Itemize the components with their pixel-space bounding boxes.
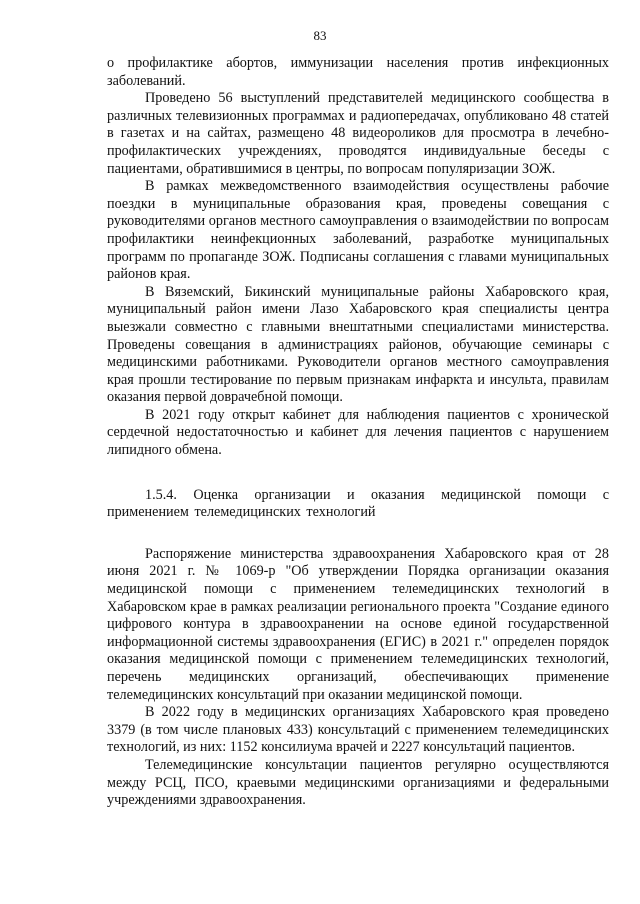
paragraph-media-outreach: Проведено 56 выступлений представителей медицинского сообщества в различных телевизионных программах и радиопередачах, опубликовано 48 статей в газетах и на сайтах, размещено 48 видеороликов для просмотра в лечебно-профилактических учреждениях, проводятся индивидуальные беседы с пациентами, обратившимися в центры, по вопросам популяризации ЗОЖ. [107, 90, 609, 177]
page-body [107, 55, 609, 810]
section-heading-1-5-4: 1.5.4. Оценка организации и оказания медицинской помощи с применением телемедицинских технологий [107, 486, 609, 521]
paragraph-interagency: В рамках межведомственного взаимодействия осуществлены рабочие поездки в муниципальные образования края, проведены совещания с руководителями органов местного самоуправления о взаимодействии по вопросам профилактики неинфекционных заболеваний, разработке муниципальных программ по пропаганде ЗОЖ. Подписаны соглашения с главами муниципальных районов края. [107, 178, 609, 283]
paragraph-continuation: о профилактике абортов, иммунизации населения против инфекционных заболеваний. [107, 55, 609, 89]
paragraph-telemedicine-order: Распоряжение министерства здравоохранения Хабаровского края от 28 июня 2021 г. № 1069-р "Об утверждении Порядка организации оказания медицинской помощи с применением телемедицинских технологий в Хабаровском крае в рамках реализации регионального проекта "Создание единого цифрового контура в здравоохранении на основе единой государственной информационной системы здравоохранения (ЕГИС) в 2021 г." определен порядок оказания медицинской помощи с применением телемедицинских технологий, перечень медицинских организаций, обеспечивающих применение телемедицинских консультаций при оказании медицинской помощи. [107, 545, 609, 703]
page-number: 83 [313, 28, 327, 43]
paragraph-district-visits: В Вяземский, Бикинский муниципальные районы Хабаровского края, муниципальный район имени Лазо Хабаровского края специалисты центра выезжали совместно с главными внештатными специалистами министерства. Проведены совещания в администрациях районов, обучающие семинары с медицинскими работниками. Руководители органов местного самоуправления края прошли тестирование по первым признакам инфаркта и инсульта, правилам оказания первой доврачебной помощи. [107, 283, 609, 406]
paragraph-regular-consultations: Телемедицинские консультации пациентов регулярно осуществляются между РСЦ, ПСО, краевыми медицинскими организациями и федеральными учреждениями здравоохранения. [107, 756, 609, 809]
paragraph-new-cabinets: В 2021 году открыт кабинет для наблюдения пациентов с хронической сердечной недостаточностью и кабинет для лечения пациентов с нарушением липидного обмена. [107, 406, 609, 459]
paragraph-consultations-2022: В 2022 году в медицинских организациях Хабаровского края проведено 3379 (в том числе плановых 433) консультаций с применением телемедицинских технологий, из них: 1152 консилиума врачей и 2227 консультаций пациентов. [107, 704, 609, 756]
